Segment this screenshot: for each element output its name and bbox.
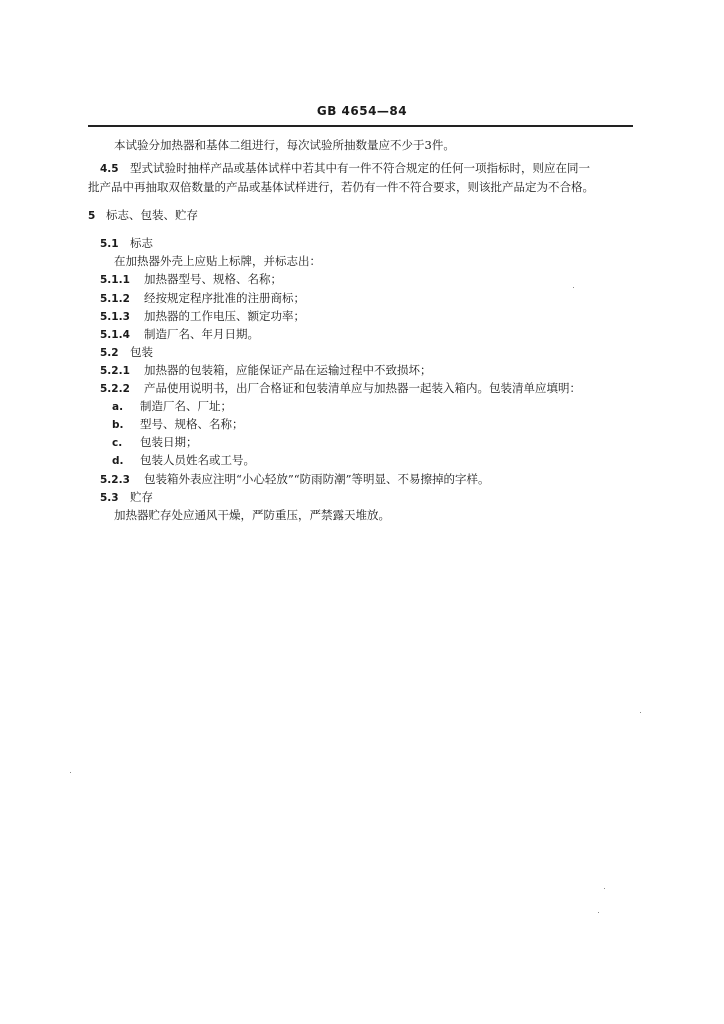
list-marker: a. (112, 401, 124, 413)
scan-speck (573, 287, 574, 288)
clause-title: 贮存 (130, 490, 153, 504)
list-marker: d. (112, 455, 124, 467)
clause-text: 经按规定程序批准的注册商标； (144, 291, 305, 305)
list-text: 包装人员姓名或工号。 (140, 453, 255, 467)
list-item-c (112, 435, 198, 450)
clause-5-1-3 (100, 309, 305, 324)
clause-title: 包装 (130, 345, 153, 359)
clause-number: 5.2 (100, 347, 119, 359)
clause-title: 标志 (130, 236, 153, 250)
header-rule (88, 125, 633, 127)
paragraph-text: 在加热器外壳上应贴上标牌，并标志出： (114, 254, 321, 268)
clause-number: 5.1.3 (100, 311, 130, 323)
clause-5-3 (100, 490, 153, 505)
clause-text: 加热器型号、规格、名称； (144, 272, 282, 286)
section-5-heading (88, 208, 198, 223)
paragraph-line (114, 254, 321, 268)
paragraph-line (114, 138, 455, 152)
clause-5-1-1 (100, 272, 282, 287)
clause-number: 5.1.4 (100, 329, 130, 341)
clause-5-2-2 (100, 381, 581, 396)
paragraph-text: 本试验分加热器和基体二组进行，每次试验所抽数量应不少于3件。 (114, 138, 455, 152)
clause-number: 5.2.3 (100, 474, 130, 486)
scan-speck (604, 888, 605, 889)
clause-number: 5.2.2 (100, 383, 130, 395)
paragraph-text: 批产品中再抽取双倍数量的产品或基体试样进行，若仍有一件不符合要求，则该批产品定为不合格。 (88, 180, 594, 194)
list-marker: b. (112, 419, 124, 431)
clause-5-1-2 (100, 291, 305, 306)
clause-5-2-1 (100, 363, 432, 378)
scan-speck (70, 772, 71, 773)
section-number: 5 (88, 210, 96, 222)
clause-number: 5.1 (100, 238, 119, 250)
paragraph-line (114, 508, 390, 522)
list-item-a (112, 399, 232, 414)
clause-number: 4.5 (100, 163, 119, 175)
list-item-b (112, 417, 244, 432)
clause-text: 加热器的工作电压、额定功率； (144, 309, 305, 323)
list-marker: c. (112, 437, 123, 449)
clause-number: 5.3 (100, 492, 119, 504)
standard-code-header: GB 4654—84 (316, 104, 408, 118)
clause-text: 产品使用说明书，出厂合格证和包装清单应与加热器一起装入箱内。包装清单应填明： (144, 381, 581, 395)
list-text: 型号、规格、名称； (140, 417, 244, 431)
clause-number: 5.1.2 (100, 293, 130, 305)
clause-text: 加热器的包装箱，应能保证产品在运输过程中不致损坏； (144, 363, 432, 377)
scan-speck (640, 712, 641, 713)
list-text: 包装日期； (140, 435, 198, 449)
clause-number: 5.2.1 (100, 365, 130, 377)
clause-5-1-4 (100, 327, 259, 342)
paragraph-text: 加热器贮存处应通风干燥，严防重压，严禁露天堆放。 (114, 508, 390, 522)
paragraph-line (88, 180, 594, 194)
clause-text: 型式试验时抽样产品或基体试样中若其中有一件不符合规定的任何一项指标时，则应在同一 (130, 161, 590, 175)
scan-speck (598, 912, 599, 913)
clause-5-2-3 (100, 472, 490, 487)
clause-text: 包装箱外表应注明“小心轻放”“防雨防潮”等明显、不易擦掉的字样。 (144, 472, 490, 486)
clause-text: 制造厂名、年月日期。 (144, 327, 259, 341)
clause-5-1 (100, 236, 153, 251)
clause-5-2 (100, 345, 153, 360)
list-text: 制造厂名、厂址； (140, 399, 232, 413)
list-item-d (112, 453, 255, 468)
clause-4-5 (100, 161, 590, 176)
clause-number: 5.1.1 (100, 274, 130, 286)
section-title: 标志、包装、贮存 (106, 208, 198, 222)
